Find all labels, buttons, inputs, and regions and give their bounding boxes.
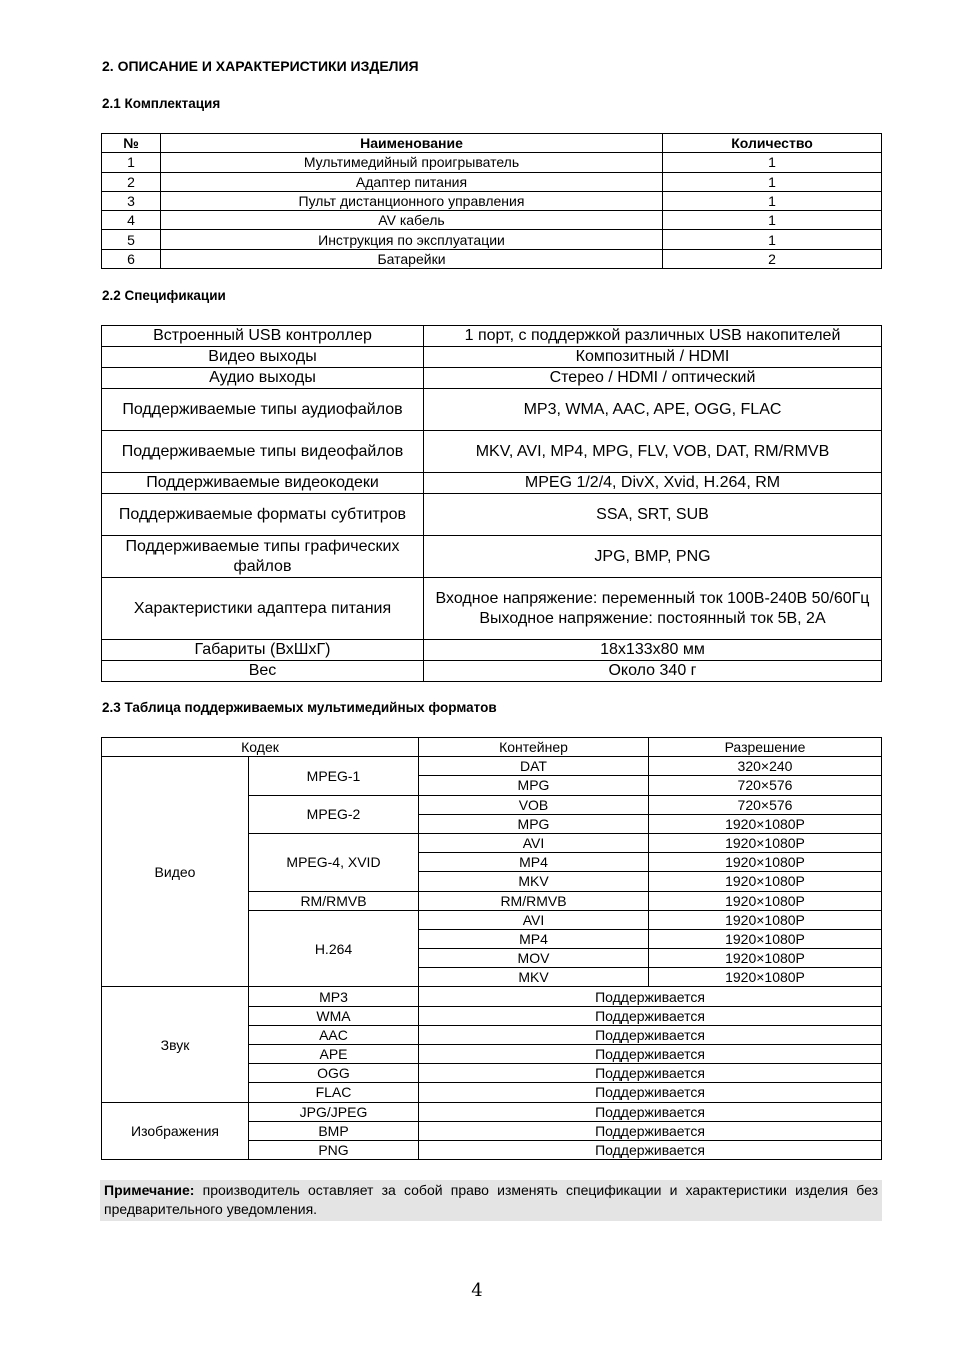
audio-format-cell: WMA (249, 1006, 419, 1025)
formats-header-resolution: Разрешение (649, 738, 882, 757)
support-cell: Поддерживается (419, 1083, 882, 1102)
package-name-cell: Инструкция по эксплуатации (161, 230, 663, 249)
support-cell: Поддерживается (419, 1064, 882, 1083)
container-cell: MP4 (419, 929, 649, 948)
resolution-cell: 1920×1080P (649, 853, 882, 872)
note-text: производитель оставляет за собой право изменять спецификации и характеристики изделия без предварительного уведомления. (104, 1182, 879, 1217)
spec-name-cell: Поддерживаемые типы видеофайлов (102, 431, 424, 473)
resolution-cell: 720×576 (649, 776, 882, 795)
formats-table (101, 737, 882, 1160)
audio-format-cell: MP3 (249, 987, 419, 1006)
package-name-cell: Батарейки (161, 249, 663, 268)
audio-format-cell: FLAC (249, 1083, 419, 1102)
container-cell: MKV (419, 872, 649, 891)
resolution-cell: 1920×1080P (649, 968, 882, 987)
container-cell: MPG (419, 776, 649, 795)
package-quantity-cell: 1 (663, 172, 882, 191)
package-name-cell: Пульт дистанционного управления (161, 191, 663, 210)
package-quantity-cell: 1 (663, 230, 882, 249)
container-cell: RM/RMVB (419, 891, 649, 910)
formats-heading: 2.3 Таблица поддерживаемых мультимедийных форматов (102, 700, 497, 715)
spec-row (102, 473, 882, 494)
codec-cell: MPEG-4, XVID (249, 833, 419, 891)
format-type-image: Изображения (102, 1102, 249, 1160)
spec-row (102, 431, 882, 473)
spec-row (102, 389, 882, 431)
audio-format-cell: OGG (249, 1064, 419, 1083)
audio-format-cell: APE (249, 1045, 419, 1064)
spec-name-cell: Поддерживаемые типы аудиофайлов (102, 389, 424, 431)
codec-cell: H.264 (249, 910, 419, 987)
resolution-cell: 1920×1080P (649, 872, 882, 891)
package-name-cell: Адаптер питания (161, 172, 663, 191)
spec-row (102, 578, 882, 640)
spec-value-cell: 18х133х80 мм (424, 640, 882, 661)
format-type-audio: Звук (102, 987, 249, 1102)
spec-value-cell: 1 порт, с поддержкой различных USB накопителей (424, 326, 882, 347)
page-number: 4 (471, 1280, 483, 1301)
container-cell: AVI (419, 833, 649, 852)
spec-name-cell: Поддерживаемые форматы субтитров (102, 494, 424, 536)
package-number-cell: 4 (102, 211, 161, 230)
spec-name-cell: Поддерживаемые видеокодеки (102, 473, 424, 494)
package-number-cell: 3 (102, 191, 161, 210)
spec-name-cell: Встроенный USB контроллер (102, 326, 424, 347)
spec-value-cell: MPEG 1/2/4, DivX, Xvid, H.264, RM (424, 473, 882, 494)
package-heading: 2.1 Комплектация (102, 96, 221, 111)
spec-value-cell: SSA, SRT, SUB (424, 494, 882, 536)
support-cell: Поддерживается (419, 1121, 882, 1140)
package-header-number: № (102, 134, 161, 153)
container-cell: MOV (419, 949, 649, 968)
package-row (102, 249, 882, 268)
spec-name-cell: Видео выходы (102, 347, 424, 368)
audio-format-cell: AAC (249, 1025, 419, 1044)
spec-row (102, 640, 882, 661)
spec-value-cell: Стерео / HDMI / оптический (424, 368, 882, 389)
spec-row (102, 368, 882, 389)
spec-value-cell: Композитный / HDMI (424, 347, 882, 368)
support-cell: Поддерживается (419, 1102, 882, 1121)
resolution-cell: 1920×1080P (649, 929, 882, 948)
formats-header-row (102, 738, 882, 757)
resolution-cell: 720×576 (649, 795, 882, 814)
formats-header-codec: Кодек (102, 738, 419, 757)
spec-name-cell: Габариты (ВхШхГ) (102, 640, 424, 661)
package-row (102, 191, 882, 210)
spec-value-cell: JPG, BMP, PNG (424, 536, 882, 578)
image-format-cell: BMP (249, 1121, 419, 1140)
spec-value-cell: Около 340 г (424, 661, 882, 682)
formats-header-container: Контейнер (419, 738, 649, 757)
specs-table (101, 325, 882, 682)
package-row (102, 230, 882, 249)
package-row (102, 172, 882, 191)
container-cell: DAT (419, 757, 649, 776)
format-type-video: Видео (102, 757, 249, 987)
package-quantity-cell: 1 (663, 191, 882, 210)
image-format-cell: JPG/JPEG (249, 1102, 419, 1121)
codec-cell: MPEG-1 (249, 757, 419, 795)
spec-row (102, 661, 882, 682)
package-quantity-cell: 2 (663, 249, 882, 268)
spec-value-cell: MP3, WMA, AAC, APE, OGG, FLAC (424, 389, 882, 431)
package-number-cell: 5 (102, 230, 161, 249)
resolution-cell: 1920×1080P (649, 833, 882, 852)
spec-name-cell: Поддерживаемые типы графических файлов (102, 536, 424, 578)
note-box (100, 1180, 882, 1221)
package-quantity-cell: 1 (663, 153, 882, 172)
resolution-cell: 1920×1080P (649, 910, 882, 929)
support-cell: Поддерживается (419, 1006, 882, 1025)
container-cell: VOB (419, 795, 649, 814)
spec-value-cell: MKV, AVI, MP4, MPG, FLV, VOB, DAT, RM/RMVB (424, 431, 882, 473)
resolution-cell: 1920×1080P (649, 891, 882, 910)
format-row-image (102, 1102, 882, 1121)
resolution-cell: 320×240 (649, 757, 882, 776)
spec-name-cell: Характеристики адаптера питания (102, 578, 424, 640)
spec-name-cell: Вес (102, 661, 424, 682)
container-cell: MKV (419, 968, 649, 987)
container-cell: MP4 (419, 853, 649, 872)
section-title: 2. ОПИСАНИЕ И ХАРАКТЕРИСТИКИ ИЗДЕЛИЯ (102, 58, 419, 74)
package-header-name: Наименование (161, 134, 663, 153)
spec-value-cell: Входное напряжение: переменный ток 100В-240В 50/60Гц Выходное напряжение: постоянный ток 5В, 2А (424, 578, 882, 640)
package-header-quantity: Количество (663, 134, 882, 153)
container-cell: AVI (419, 910, 649, 929)
resolution-cell: 1920×1080P (649, 814, 882, 833)
format-row-audio (102, 987, 882, 1006)
spec-row (102, 494, 882, 536)
support-cell: Поддерживается (419, 987, 882, 1006)
container-cell: MPG (419, 814, 649, 833)
package-number-cell: 1 (102, 153, 161, 172)
support-cell: Поддерживается (419, 1045, 882, 1064)
codec-cell: MPEG-2 (249, 795, 419, 833)
spec-name-cell: Аудио выходы (102, 368, 424, 389)
spec-row (102, 347, 882, 368)
resolution-cell: 1920×1080P (649, 949, 882, 968)
package-table (101, 133, 882, 269)
package-name-cell: AV кабель (161, 211, 663, 230)
package-number-cell: 6 (102, 249, 161, 268)
package-row (102, 211, 882, 230)
spec-row (102, 536, 882, 578)
specs-heading: 2.2 Спецификации (102, 288, 226, 303)
package-number-cell: 2 (102, 172, 161, 191)
note-label: Примечание: (104, 1182, 195, 1198)
package-row (102, 153, 882, 172)
support-cell: Поддерживается (419, 1140, 882, 1159)
codec-cell: RM/RMVB (249, 891, 419, 910)
image-format-cell: PNG (249, 1140, 419, 1159)
package-name-cell: Мультимедийный проигрыватель (161, 153, 663, 172)
package-quantity-cell: 1 (663, 211, 882, 230)
support-cell: Поддерживается (419, 1025, 882, 1044)
format-row-video (102, 757, 882, 776)
package-header-row (102, 134, 882, 153)
spec-row (102, 326, 882, 347)
